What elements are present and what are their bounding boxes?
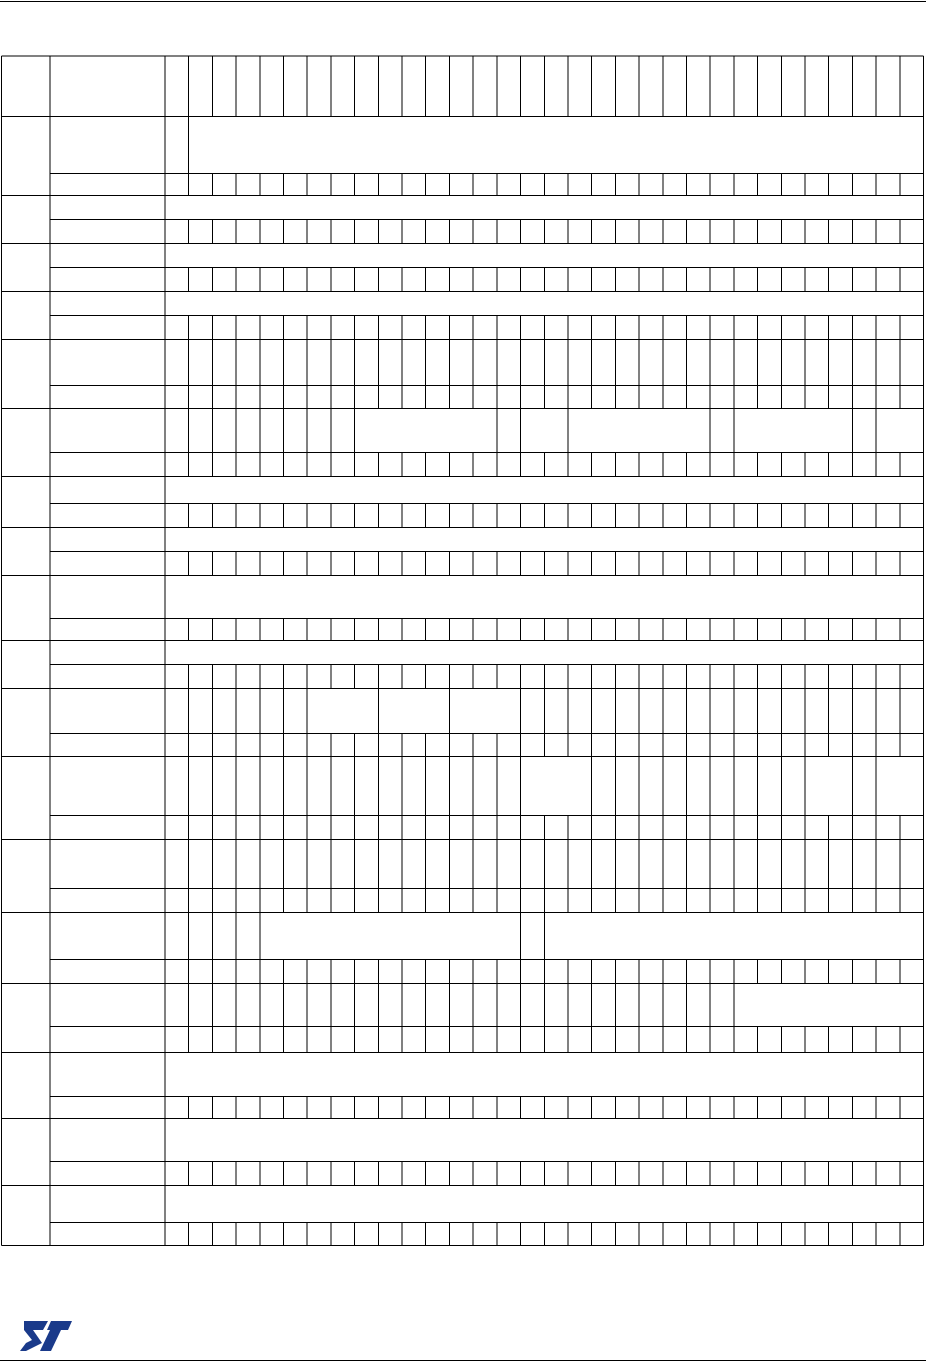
- st-logo-icon: [18, 1318, 72, 1354]
